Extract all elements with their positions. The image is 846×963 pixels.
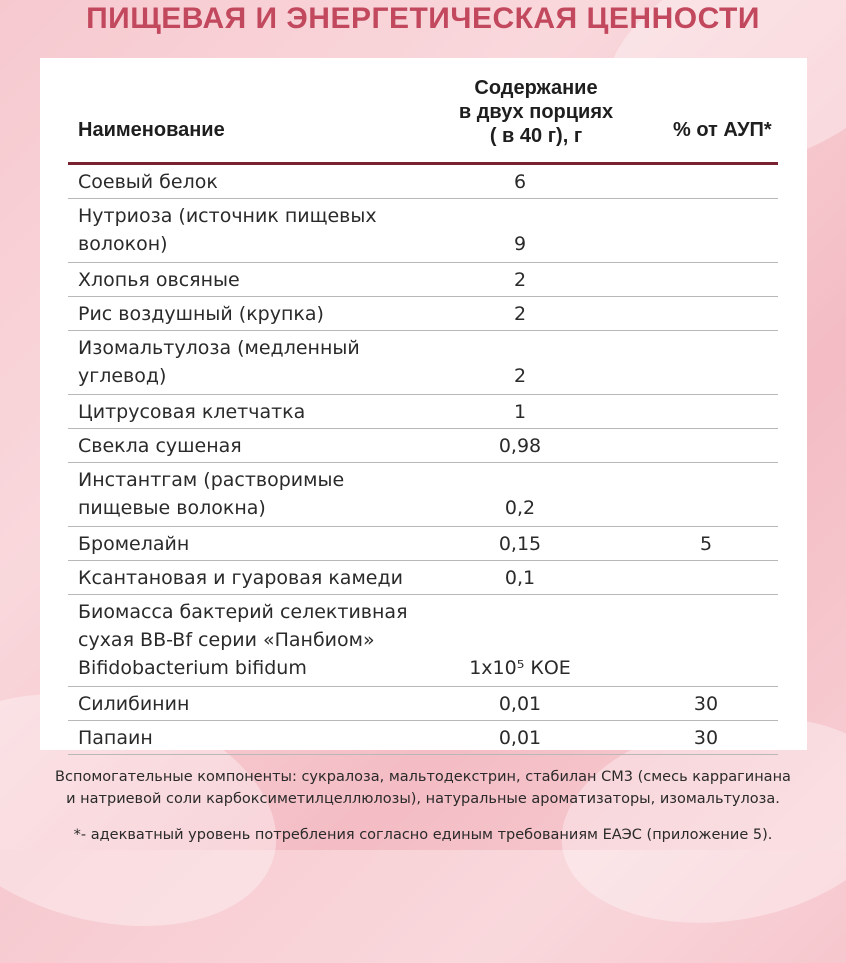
row-name-line: Соевый белок: [78, 171, 218, 193]
aux-components-note: [0, 766, 846, 810]
row-name: [78, 202, 377, 258]
row-name-line: Bifidobacterium bifidum: [78, 657, 307, 679]
row-content: 9: [513, 233, 527, 255]
row-content: 1: [513, 401, 527, 423]
row-content: 0,98: [498, 435, 542, 457]
row-content: 0,1: [504, 567, 536, 589]
row-name-line: Свекла сушеная: [78, 435, 242, 457]
header-content-line1: Содержание: [474, 77, 598, 99]
row-name: [78, 266, 240, 294]
page-title: ПИЩЕВАЯ И ЭНЕРГЕТИЧЕСКАЯ ЦЕННОСТИ: [86, 2, 760, 35]
table-row: [68, 263, 778, 297]
row-name: [78, 530, 189, 558]
row-content: 2: [513, 303, 527, 325]
header-percent: % от АУП*: [673, 119, 772, 141]
table-row: [68, 463, 778, 527]
nutrition-table-card: [40, 58, 807, 750]
row-name-line: Силибинин: [78, 693, 190, 715]
table-row: [68, 721, 778, 755]
row-content: 6: [513, 171, 527, 193]
table-row: [68, 297, 778, 331]
table-row: [68, 687, 778, 721]
header-name: Наименование: [78, 119, 225, 141]
row-content: 2: [513, 365, 527, 387]
row-content: 0,15: [498, 533, 542, 555]
table-row: [68, 331, 778, 395]
row-content: 1х10⁵ КОЕ: [469, 657, 571, 679]
row-name-line: сухая BB-Bf серии «Панбиом»: [78, 629, 375, 651]
table-header: [78, 76, 778, 158]
row-name-line: Инстантгам (растворимые: [78, 469, 345, 491]
row-name-line: Хлопья овсяные: [78, 269, 240, 291]
row-percent: 5: [699, 533, 713, 555]
row-name-line: Рис воздушный (крупка): [78, 303, 324, 325]
header-content-line2: в двух порциях: [458, 101, 614, 123]
row-name-line: углевод): [78, 365, 167, 387]
row-content: 0,01: [498, 693, 542, 715]
row-name: [78, 398, 305, 426]
aux-note-line1: Вспомогательные компоненты: сукралоза, мальтодекстрин, стабилан СМ3 (смесь каррагинана: [55, 769, 791, 785]
row-name: [78, 598, 408, 682]
table-row: [68, 561, 778, 595]
row-name: [78, 690, 189, 718]
row-name-line: волокон): [78, 233, 168, 255]
table-row: [68, 395, 778, 429]
row-name-line: Цитрусовая клетчатка: [78, 401, 306, 423]
row-name: [78, 466, 344, 522]
row-name: [78, 168, 218, 196]
row-name: [78, 334, 360, 390]
row-name: [78, 432, 242, 460]
table-row: [68, 527, 778, 561]
row-name-line: Нутриоза (источник пищевых: [78, 205, 377, 227]
aux-note-line2: и натриевой соли карбоксиметилцеллюлозы), натуральные ароматизаторы, изомальтулоза.: [66, 791, 780, 807]
row-name-line: Изомальтулоза (медленный: [78, 337, 360, 359]
table-body: [68, 165, 778, 755]
table-row: [68, 595, 778, 687]
header-content-line3: ( в 40 г), г: [489, 125, 583, 147]
row-name-line: Папаин: [78, 727, 153, 749]
row-content: 2: [513, 269, 527, 291]
row-name: [78, 564, 403, 592]
table-row: [68, 165, 778, 199]
row-name: [78, 300, 324, 328]
header-content: [423, 76, 649, 148]
row-content: 0,01: [498, 727, 542, 749]
table-row: [68, 199, 778, 263]
row-percent: 30: [693, 693, 719, 715]
row-name-line: Биомасса бактерий селективная: [78, 601, 408, 623]
footnote: *- адекватный уровень потребления согласно единым требованиям ЕАЭС (приложение 5).: [73, 827, 773, 843]
row-name-line: Бромелайн: [78, 533, 190, 555]
row-name: [78, 724, 153, 752]
row-content: 0,2: [504, 497, 536, 519]
table-row: [68, 429, 778, 463]
row-name-line: пищевые волокна): [78, 497, 266, 519]
row-name-line: Ксантановая и гуаровая камеди: [78, 567, 403, 589]
row-percent: 30: [693, 727, 719, 749]
